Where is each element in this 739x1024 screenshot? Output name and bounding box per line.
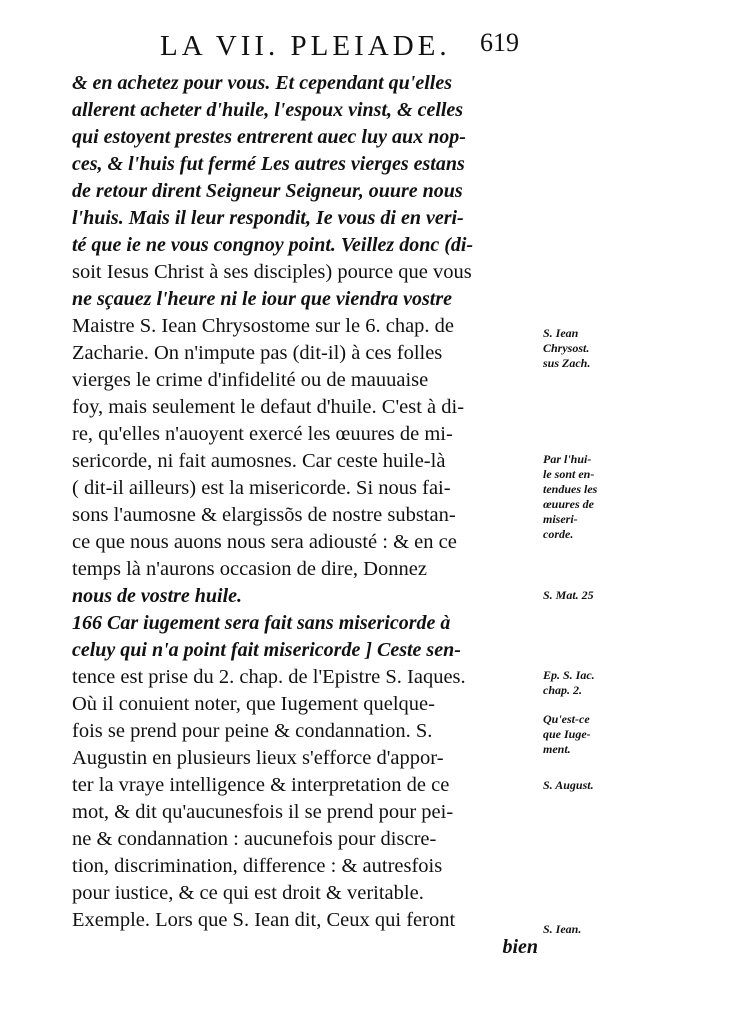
margin-note-line: sus Zach.: [543, 356, 591, 370]
text-line: & en achetez pour vous. Et cependant qu'elles: [72, 72, 452, 94]
margin-note-line: miseri-: [543, 512, 578, 526]
margin-note-line: S. Iean: [543, 326, 579, 340]
margin-note-line: ment.: [543, 742, 571, 756]
text-line: té que ie ne vous congnoy point. Veillez donc (di-: [72, 234, 474, 256]
margin-note: [543, 588, 633, 603]
text-line: ne sçauez l'heure ni le iour que viendra vostre: [72, 288, 453, 310]
margin-note-line: S. Iean.: [543, 922, 582, 936]
margin-note: [543, 668, 633, 698]
text-line: sons l'aumosne & elargissõs de nostre substan-: [72, 504, 456, 526]
text-line: soit Iesus Christ à ses disciples) pource que vous: [72, 261, 472, 283]
margin-note-line: Qu'est-ce: [543, 712, 590, 726]
margin-note: [543, 712, 633, 757]
margin-note-line: tendues les: [543, 482, 598, 496]
text-line: ce que nous auons nous sera adiousté : & en ce: [72, 531, 457, 553]
text-line: celuy qui n'a point fait misericorde ] Ceste sen-: [72, 639, 461, 661]
text-line: allerent acheter d'huile, l'espoux vinst, & celles: [72, 99, 464, 121]
text-line: ne & condannation : aucunefois pour discre-: [72, 828, 437, 850]
text-line: mot, & dit qu'aucunesfois il se prend pour pei-: [72, 801, 454, 823]
margin-note: [543, 452, 633, 542]
margin-note-line: Chrysost.: [543, 341, 590, 355]
text-line: Maistre S. Iean Chrysostome sur le 6. chap. de: [72, 315, 455, 337]
text-line: nous de vostre huile.: [72, 585, 243, 607]
margin-note-line: S. August.: [543, 778, 594, 792]
margin-note-line: le sont en-: [543, 467, 595, 481]
margin-note-line: Par l'hui-: [543, 452, 592, 466]
margin-note: [543, 922, 633, 937]
text-line: Augustin en plusieurs lieux s'efforce d'appor-: [72, 747, 444, 769]
text-line: foy, mais seulement le defaut d'huile. C'est à di-: [72, 396, 465, 418]
margin-note-line: œuures de: [543, 497, 595, 511]
text-line: ( dit-il ailleurs) est la misericorde. Si nous fai-: [72, 477, 451, 499]
running-head: LA VII. PLEIADE.: [160, 30, 451, 62]
text-line: temps là n'aurons occasion de dire, Donnez: [72, 558, 427, 580]
page-number: 619: [480, 28, 519, 57]
margin-note-line: chap. 2.: [543, 683, 582, 697]
margin-note-line: que Iuge-: [543, 727, 591, 741]
body-text: [72, 70, 542, 961]
text-line: 166 Car iugement sera fait sans misericorde à: [72, 612, 451, 634]
margin-notes: [543, 0, 633, 1024]
text-line: de retour dirent Seigneur Seigneur, ouure nous: [72, 180, 463, 202]
margin-note: [543, 778, 633, 793]
text-line: ces, & l'huis fut fermé Les autres vierges estans: [72, 153, 465, 175]
margin-note-line: S. Mat. 25: [543, 588, 594, 602]
text-line: tence est prise du 2. chap. de l'Epistre S. Iaques.: [72, 666, 466, 688]
text-line: tion, discrimination, difference : & autresfois: [72, 855, 443, 877]
margin-note: [543, 326, 633, 371]
text-line: ter la vraye intelligence & interpretation de ce: [72, 774, 450, 796]
text-line: vierges le crime d'infidelité ou de mauuaise: [72, 369, 429, 391]
text-line: Zacharie. On n'impute pas (dit-il) à ces folles: [72, 342, 443, 364]
text-line: pour iustice, & ce qui est droit & veritable.: [72, 882, 424, 904]
catchword: bien: [502, 936, 538, 958]
text-line: Exemple. Lors que S. Iean dit, Ceux qui feront: [72, 909, 456, 931]
text-line: sericorde, ni fait aumosnes. Car ceste huile-là: [72, 450, 446, 472]
margin-note-line: corde.: [543, 527, 574, 541]
text-line: fois se prend pour peine & condannation. S.: [72, 720, 433, 742]
text-line: l'huis. Mais il leur respondit, Ie vous di en veri-: [72, 207, 464, 229]
text-line: qui estoyent prestes entrerent auec luy aux nop-: [72, 126, 466, 148]
text-line: Où il conuient noter, que Iugement quelque-: [72, 693, 435, 715]
margin-note-line: Ep. S. Iac.: [543, 668, 595, 682]
text-line: re, qu'elles n'auoyent exercé les œuures de mi-: [72, 423, 453, 445]
